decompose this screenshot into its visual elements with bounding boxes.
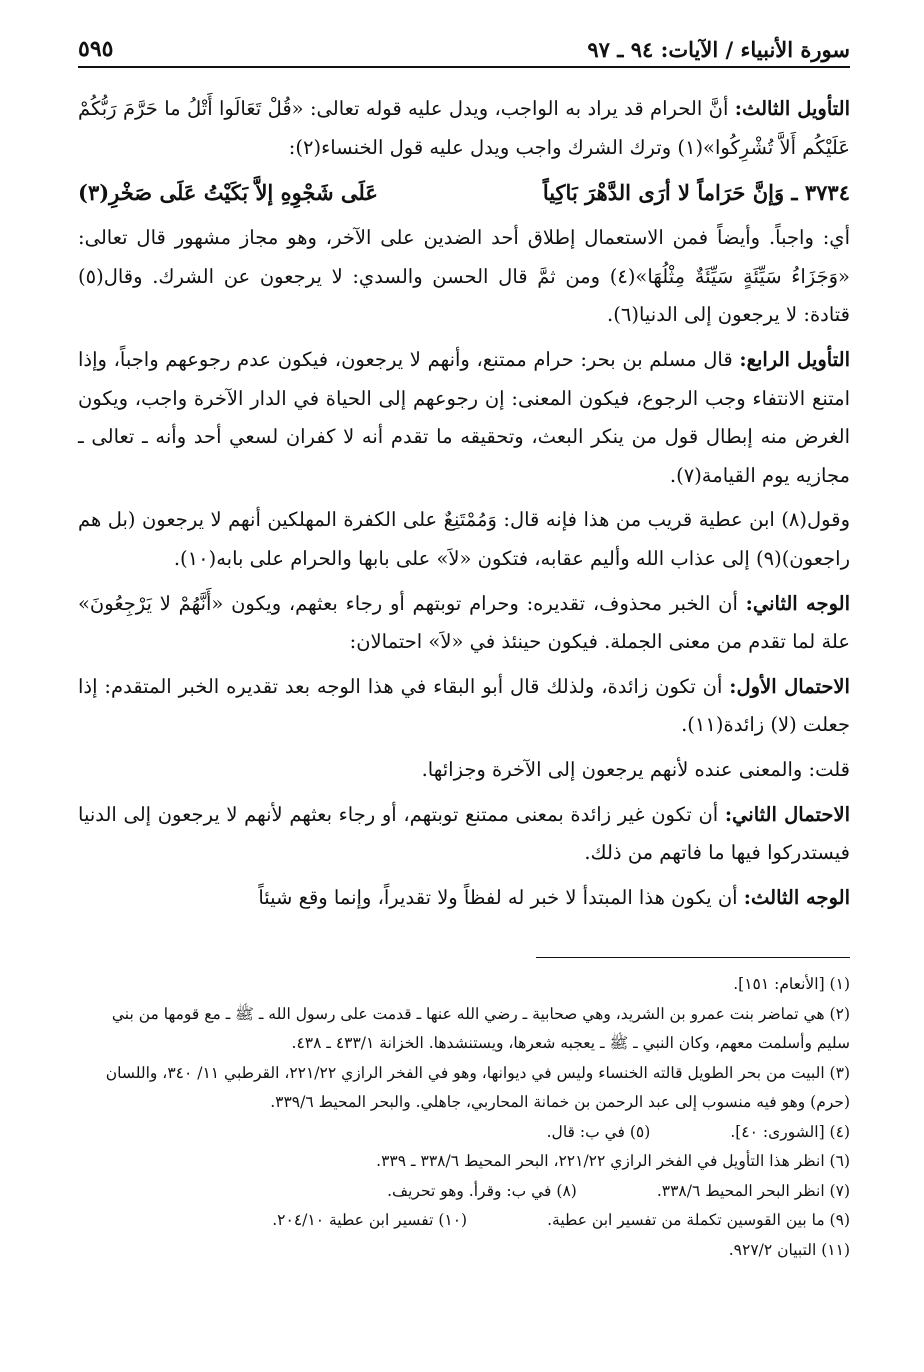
footnote: (١٠) تفسير ابن عطية ٢٠٤/١٠. bbox=[272, 1211, 468, 1230]
paragraph-text: أي: واجباً. وأيضاً فمن الاستعمال إطلاق أحد الضدين على الآخر، وهو مجاز مشهور قال تعالى: «وَجَزَاءُ سَيِّئَةٍ سَيِّئَةٌ مِثْلُهَا»(٤) ومن ثمَّ قال الحسن والسدي: لا يرجعون عن الشرك. وقال(٥) قتادة: لا يرجعون إلى الدنيا(٦). bbox=[78, 226, 850, 327]
paragraph-text: أن يكون هذا المبتدأ لا خبر له لفظاً ولا تقديراً، وإنما وقع شيئاً bbox=[258, 885, 744, 909]
paragraph bbox=[78, 501, 850, 578]
verse-first-hemistich: ٣٧٣٤ ـ وَإنَّ حَرَاماً لا أرَى الدَّهْرَ بَاكِياً bbox=[542, 180, 850, 206]
paragraph-text: أن تكون غير زائدة بمعنى ممتنع توبتهم، أو رجاء بعثهم لأنهم لا يرجعون إلى الدنيا فيستدركوا فيها ما فاتهم من ذلك. bbox=[78, 802, 850, 865]
paragraph bbox=[78, 879, 850, 918]
paragraph bbox=[78, 341, 850, 495]
footnote: (١١) التبيان ٩٢٧/٢. bbox=[728, 1240, 850, 1259]
paragraph bbox=[78, 796, 850, 873]
paragraph-text: وقول(٨) ابن عطية قريب من هذا فإنه قال: وَمُمْتَنِعٌ على الكفرة المهلكين أنهم لا يرجعون (بل هم راجعون)(٩) إلى عذاب الله وأليم عقابه، فتكون «لاَ» على بابها والحرام على بابه(١٠). bbox=[78, 508, 850, 570]
paragraph bbox=[78, 90, 850, 167]
paragraph-text: قلت: والمعنى عنده لأنهم يرجعون إلى الآخرة وجزائها. bbox=[421, 757, 850, 781]
footnotes bbox=[78, 970, 850, 1265]
paragraph-heading: الوجه الثاني: bbox=[745, 591, 850, 615]
paragraph bbox=[78, 585, 850, 662]
paragraph-heading: الاحتمال الأول: bbox=[729, 674, 850, 698]
paragraph-heading: التأويل الثالث: bbox=[734, 97, 851, 120]
footnote-pair bbox=[78, 1147, 850, 1177]
footnote: (٩) ما بين القوسين تكملة من تفسير ابن عطية. bbox=[547, 1211, 850, 1230]
poetry-verse bbox=[78, 173, 850, 213]
paragraph-text: قال مسلم بن بحر: حرام ممتنع، وأنهم لا يرجعون، فيكون عدم رجوعهم واجباً، وإذا امتنع الانتفاء وجب الرجوع، فيكون المعنى: إن رجوعهم إلى الحياة في الدار الآخرة واجب، ويكون الغرض منه إبطال قول من ينكر البعث، وتحقيقه ما تقدم أنه لا كفران لسعي أحد وأنه ـ تعالى ـ مجازيه يوم القيامة(٧). bbox=[78, 347, 850, 487]
paragraph-text: أن تكون زائدة، ولذلك قال أبو البقاء في هذا الوجه بعد تقديره الخبر المتقدم: إذا جعلت (لا) زائدة(١١). bbox=[78, 674, 850, 737]
footnote: (١) [الأنعام: ١٥١]. bbox=[733, 975, 850, 994]
footnote: (٨) في ب: وقرأ. وهو تحريف. bbox=[387, 1181, 577, 1200]
paragraph-heading: التأويل الرابع: bbox=[739, 347, 850, 371]
footnote-pair bbox=[78, 1177, 850, 1207]
footnote: (٧) انظر البحر المحيط ٣٣٨/٦. bbox=[656, 1181, 850, 1200]
footnote-pair bbox=[78, 1118, 850, 1148]
paragraph-heading: الوجه الثالث: bbox=[743, 885, 850, 909]
footnote-pair bbox=[78, 1236, 850, 1266]
paragraph-text: أنَّ الحرام قد يراد به الواجب، ويدل عليه قوله تعالى: «قُلْ تَعَالَوا أَتْلُ ما حَرَّمَ رَبُّكُمْ عَلَيْكُم أَلاَّ تُشْرِكُوا»(١) وترك الشرك واجب ويدل عليه قول الخنساء(٢): bbox=[78, 97, 850, 159]
paragraph-text: أن الخبر محذوف، تقديره: وحرام توبتهم أو رجاء بعثهم، ويكون «أَنَّهُمْ لا يَرْجِعُونَ» علة لما تقدم من معنى الجملة. فيكون حينئذ في «لاَ» احتمالان: bbox=[78, 591, 850, 654]
page-number: ٥٩٥ bbox=[78, 36, 114, 62]
footnote: (٢) هي تماضر بنت عمرو بن الشريد، وهي صحابية ـ رضي الله عنها ـ قدمت على رسول الله ـ ﷺ ـ مع قومها من بني سليم وأسلمت معهم، وكان النبي ـ ﷺ ـ يعجبه شعرها، ويستنشدها. الخزانة ٤٣٣/١ ـ ٤٣٨. bbox=[111, 1004, 850, 1053]
paragraph bbox=[78, 751, 850, 790]
book-page bbox=[78, 28, 850, 1265]
paragraph-heading: الاحتمال الثاني: bbox=[724, 802, 850, 826]
surah-title: سورة الأنبياء / الآيات: ٩٤ ـ ٩٧ bbox=[587, 37, 850, 62]
paragraph bbox=[78, 219, 850, 335]
verse-second-hemistich: عَلَى شَجْوِهِ إلاَّ بَكَيْتُ عَلَى صَخْرِ(٣) bbox=[78, 180, 378, 206]
footnote-pair bbox=[78, 1206, 850, 1236]
paragraph bbox=[78, 668, 850, 745]
footnote: (٥) في ب: قال. bbox=[546, 1122, 651, 1141]
footnote: (٣) البيت من بحر الطويل قالته الخنساء وليس في ديوانها، وهو في الفخر الرازي ٢٢١/٢٢، القرطبي ١١/ ٣٤٠، واللسان (حرم) وهو فيه منسوب إلى عبد الرحمن بن خمانة المحاربي، جاهلي. والبحر المحيط ٣٣٩/٦. bbox=[105, 1063, 850, 1112]
footnote-separator bbox=[536, 957, 850, 958]
main-text bbox=[78, 90, 850, 917]
running-header bbox=[78, 28, 850, 68]
footnote: (٤) [الشورى: ٤٠]. bbox=[730, 1122, 850, 1141]
footnote: (٦) انظر هذا التأويل في الفخر الرازي ٢٢١/٢٢، البحر المحيط ٣٣٨/٦ ـ ٣٣٩. bbox=[376, 1152, 850, 1171]
